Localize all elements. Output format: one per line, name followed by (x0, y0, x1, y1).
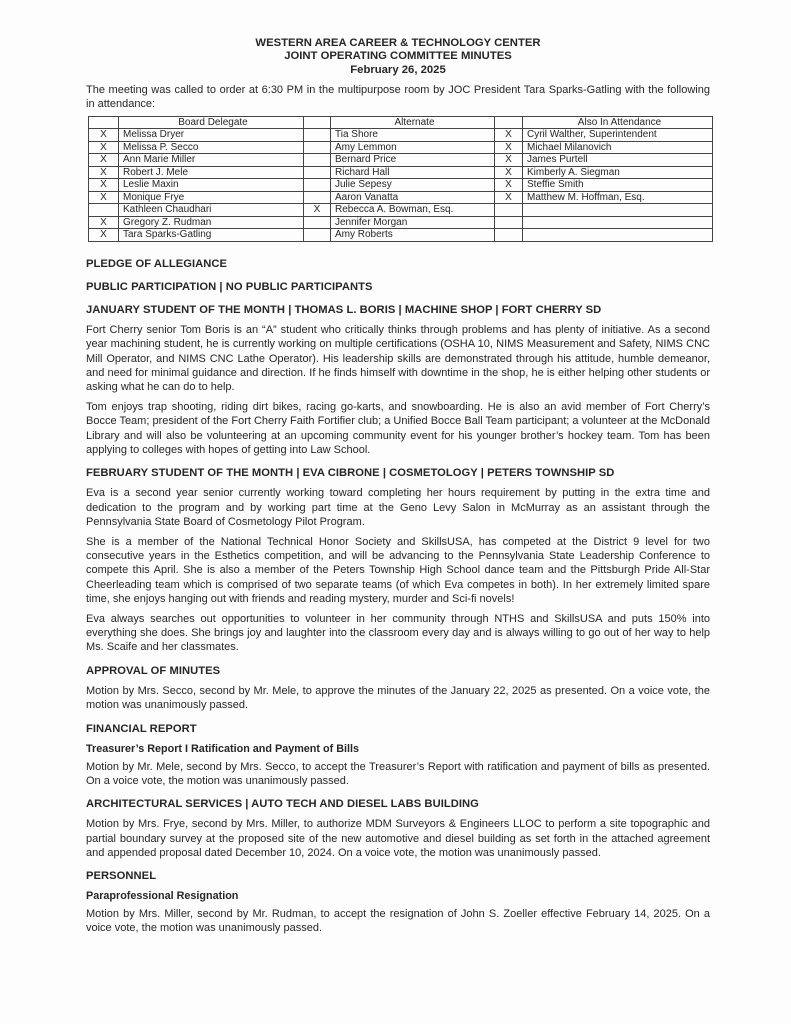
meeting-date: February 26, 2025 (350, 63, 446, 76)
also-name (523, 229, 713, 242)
alternate-name: Rebecca A. Bowman, Esq. (331, 204, 495, 217)
also-present-mark (495, 216, 523, 229)
also-name: Michael Milanovich (523, 141, 713, 154)
section-heading-approval: APPROVAL OF MINUTES (86, 664, 221, 677)
table-row (89, 191, 713, 204)
alternate-present-mark (304, 216, 331, 229)
section-approval-of-minutes (86, 664, 710, 713)
architectural-motion: Motion by Mrs. Frye, second by Mrs. Miller, to authorize MDM Surveyors & Engineers LLOC to perform a site topographic and partial boundary survey at the proposed site of the new automotive and diesel building as set forth in the attached agreement and appended proposal dated December 10, 2024. On a voice vote, the motion was unanimously passed. (86, 818, 710, 860)
delegate-present-mark: X (89, 166, 119, 179)
delegate-present-mark: X (89, 141, 119, 154)
alternate-name: Amy Roberts (331, 229, 495, 242)
section-public-participation (86, 280, 710, 294)
delegate-present-mark: X (89, 179, 119, 192)
org-name: WESTERN AREA CAREER & TECHNOLOGY CENTER (255, 37, 541, 49)
alternate-name: Aaron Vanatta (331, 191, 495, 204)
alternate-name: Jennifer Morgan (331, 216, 495, 229)
delegate-present-mark: X (89, 129, 119, 142)
february-student-paragraph: Eva is a second year senior currently working toward completing her hours requirement by putting in the extra time and dedication to the program and by working part time at the Geno Levy Salon in McMurray as an assistant through the Pennsylvania State Board of Cosmetology Pilot Program. (86, 487, 710, 529)
alternate-present-mark (304, 229, 331, 242)
section-heading-pledge: PLEDGE OF ALLEGIANCE (86, 257, 228, 270)
also-name (523, 216, 713, 229)
header-board-delegate: Board Delegate (119, 116, 304, 129)
also-present-mark: X (495, 179, 523, 192)
alternate-name: Richard Hall (331, 166, 495, 179)
delegate-name: Leslie Maxin (119, 179, 304, 192)
alternate-name: Julie Sepesy (331, 179, 495, 192)
february-student-paragraph: She is a member of the National Technical Honor Society and SkillsUSA, has competed at the District 9 level for two consecutive years in the Esthetics competition, and will be advancing to the Pennsylvania State Leadership Conference to compete this April. She is also a member of the Peters Township High School dance team and the Pittsburgh Pride All-Star Cheerleading team which is comprised of two separate teams (of which Eva competes in both). In her extremely limited spare time, she enjoys hanging out with friends and reading mystery, murder and Sci-fi novels! (86, 535, 710, 606)
alternate-present-mark (304, 129, 331, 142)
section-heading-january-student: JANUARY STUDENT OF THE MONTH | THOMAS L. BORIS | MACHINE SHOP | FORT CHERRY SD (86, 303, 602, 316)
also-name: Matthew M. Hoffman, Esq. (523, 191, 713, 204)
header-alternate: Alternate (331, 116, 495, 129)
table-row (89, 216, 713, 229)
also-name: James Purtell (523, 154, 713, 167)
header-also-in-attendance: Also In Attendance (523, 116, 713, 129)
delegate-present-mark: X (89, 191, 119, 204)
alternate-present-mark: X (304, 204, 331, 217)
header-mark-also (495, 116, 523, 129)
delegate-name: Monique Frye (119, 191, 304, 204)
also-present-mark: X (495, 154, 523, 167)
table-row (89, 204, 713, 217)
delegate-name: Gregory Z. Rudman (119, 216, 304, 229)
delegate-name: Robert J. Mele (119, 166, 304, 179)
also-name: Cyril Walther, Superintendent (523, 129, 713, 142)
alternate-name: Amy Lemmon (331, 141, 495, 154)
january-student-paragraph: Fort Cherry senior Tom Boris is an “A” student who critically thinks through problems and has plenty of initiative. As a second year machining student, he is currently working on multiple certifications (OSHA 10, NIMS Measurement and Safety, NIMS CNC Mill Operator, and NIMS CNC Lathe Operator). His leadership skills are demonstrated through his attitude, humble demeanor, and need for minimal guidance and direction. If he finds himself with downtime in the shop, he is either helping other students or asking what he can do to help. (86, 323, 710, 394)
alternate-name: Tia Shore (331, 129, 495, 142)
section-pledge (86, 257, 710, 271)
also-present-mark: X (495, 166, 523, 179)
document-header (86, 37, 710, 77)
attendance-header-row (89, 116, 713, 129)
section-heading-public-participation: PUBLIC PARTICIPATION | NO PUBLIC PARTICIPANTS (86, 280, 373, 293)
delegate-present-mark (89, 204, 119, 217)
section-architectural-services (86, 797, 710, 860)
delegate-name: Melissa Dryer (119, 129, 304, 142)
approval-motion: Motion by Mrs. Secco, second by Mr. Mele, to approve the minutes of the January 22, 2025 as presented. On a voice vote, the motion was unanimously passed. (86, 684, 710, 712)
alternate-name: Bernard Price (331, 154, 495, 167)
alternate-present-mark (304, 141, 331, 154)
section-heading-financial: FINANCIAL REPORT (86, 722, 197, 735)
delegate-name: Kathleen Chaudhari (119, 204, 304, 217)
also-present-mark (495, 229, 523, 242)
section-january-student (86, 303, 710, 458)
section-personnel (86, 869, 710, 936)
alternate-present-mark (304, 166, 331, 179)
section-heading-personnel: PERSONNEL (86, 869, 157, 882)
table-row (89, 179, 713, 192)
delegate-present-mark: X (89, 154, 119, 167)
subheading-treasurers-report: Treasurer’s Report I Ratification and Payment of Bills (86, 742, 359, 755)
table-row (89, 229, 713, 242)
also-present-mark: X (495, 191, 523, 204)
section-heading-architectural: ARCHITECTURAL SERVICES | AUTO TECH AND DIESEL LABS BUILDING (86, 798, 479, 811)
february-student-paragraph: Eva always searches out opportunities to volunteer in her community through NTHS and SkillsUSA and puts 150% into everything she does. She brings joy and laughter into the classroom every day and is always willing to go out of her way to help Ms. Scaife and her classmates. (86, 612, 710, 654)
minutes-page (86, 37, 710, 935)
financial-motion: Motion by Mr. Mele, second by Mrs. Secco, to accept the Treasurer’s Report with ratification and payment of bills as presented. On a voice vote, the motion was unanimously passed. (86, 760, 710, 788)
january-student-paragraph: Tom enjoys trap shooting, riding dirt bikes, racing go-karts, and snowboarding. He is also an avid member of Fort Cherry’s Bocce Team; president of the Fort Cherry Faith Fortifier club; a Unified Bocce Ball Team participant; a volunteer at the McDonald Library and will also be volunteering at an upcoming community event for his younger brother’s hockey team. Tom has been applying to colleges with hopes of getting into Law School. (86, 400, 710, 456)
intro-paragraph: The meeting was called to order at 6:30 PM in the multipurpose room by JOC President Tara Sparks-Gatling with the following in attendance: (86, 83, 710, 111)
subheading-paraprofessional-resignation: Paraprofessional Resignation (86, 889, 239, 902)
section-february-student (86, 466, 710, 654)
section-financial-report (86, 722, 710, 789)
personnel-motion: Motion by Mrs. Miller, second by Mr. Rudman, to accept the resignation of John S. Zoeller effective February 14, 2025. On a voice vote, the motion was unanimously passed. (86, 907, 710, 935)
alternate-present-mark (304, 179, 331, 192)
also-present-mark: X (495, 129, 523, 142)
alternate-present-mark (304, 154, 331, 167)
also-present-mark (495, 204, 523, 217)
delegate-name: Melissa P. Secco (119, 141, 304, 154)
delegate-present-mark: X (89, 229, 119, 242)
table-row (89, 166, 713, 179)
delegate-name: Ann Marie Miller (119, 154, 304, 167)
alternate-present-mark (304, 191, 331, 204)
header-mark-delegate (89, 116, 119, 129)
attendance-table (88, 116, 713, 242)
table-row (89, 154, 713, 167)
header-mark-alternate (304, 116, 331, 129)
document-title: JOINT OPERATING COMMITTEE MINUTES (284, 50, 512, 63)
also-name: Steffie Smith (523, 179, 713, 192)
delegate-present-mark: X (89, 216, 119, 229)
also-name: Kimberly A. Siegman (523, 166, 713, 179)
table-row (89, 129, 713, 142)
also-name (523, 204, 713, 217)
table-row (89, 141, 713, 154)
section-heading-february-student: FEBRUARY STUDENT OF THE MONTH | EVA CIBRONE | COSMETOLOGY | PETERS TOWNSHIP SD (86, 467, 615, 480)
also-present-mark: X (495, 141, 523, 154)
delegate-name: Tara Sparks-Gatling (119, 229, 304, 242)
